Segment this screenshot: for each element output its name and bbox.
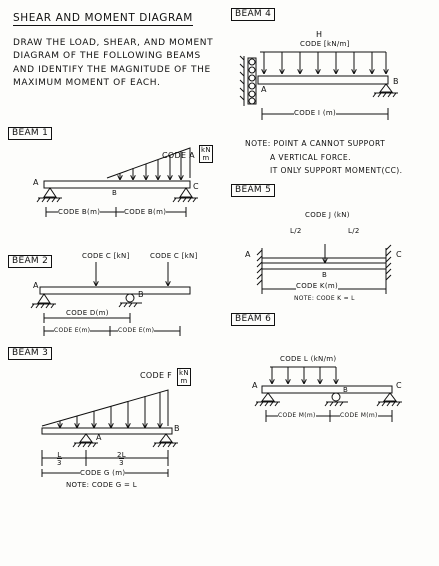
beam3-point-a: A bbox=[96, 433, 102, 442]
beam6-heading: BEAM 6 bbox=[231, 313, 275, 326]
beam4-note-line-3: IT ONLY SUPPORT MOMENT(CC). bbox=[270, 166, 403, 175]
beam4-heading: BEAM 4 bbox=[231, 8, 275, 21]
beam6-point-c: C bbox=[396, 381, 402, 390]
beam3-frac-1 bbox=[57, 451, 62, 467]
beam5-point-c: C bbox=[396, 250, 402, 259]
beam5-half-1: L/2 bbox=[290, 227, 302, 235]
beam1-point-a: A bbox=[33, 178, 39, 187]
beam6-dim-2: CODE M(m) bbox=[340, 412, 378, 419]
beam3-load-unit-bottom: m bbox=[180, 377, 188, 385]
beam6-load-label: CODE L (kN/m) bbox=[280, 355, 337, 363]
beam2-dim-2: CODE E(m) bbox=[118, 327, 155, 334]
beam1-heading: BEAM 1 bbox=[8, 127, 52, 140]
beam1-point-b: B bbox=[112, 189, 118, 197]
beam2-drawing bbox=[31, 262, 190, 336]
beam3-load-label: CODE F bbox=[140, 371, 173, 380]
beam1-dim-2: CODE B(m) bbox=[124, 208, 167, 216]
beam6-dim-1: CODE M(m) bbox=[278, 412, 316, 419]
beam5-point-b: B bbox=[322, 271, 328, 279]
beam3-point-b: B bbox=[174, 424, 180, 433]
beam3-note: NOTE: CODE G = L bbox=[66, 481, 137, 489]
beam1-load-unit-top: kN bbox=[201, 146, 211, 154]
beam4-note-line-1: NOTE: POINT A CANNOT SUPPORT bbox=[245, 139, 386, 148]
beam2-point-b: B bbox=[138, 290, 144, 299]
beam5-note: NOTE: CODE K = L bbox=[294, 295, 355, 302]
beam3-frac-1-den: 3 bbox=[57, 459, 62, 467]
beam3-frac-2 bbox=[117, 451, 126, 467]
beam4-point-a: A bbox=[261, 85, 267, 94]
beam3-frac-1-num: L bbox=[57, 451, 62, 459]
worksheet-title: SHEAR AND MOMENT DIAGRAM bbox=[13, 12, 193, 24]
beam2-dim-1: CODE E(m) bbox=[54, 327, 91, 334]
beam4-dim: CODE I (m) bbox=[294, 109, 337, 117]
beam1-load-unit bbox=[199, 145, 213, 163]
beam2-dim-top: CODE D(m) bbox=[66, 309, 109, 317]
beam4-note-line-2: A VERTICAL FORCE. bbox=[270, 153, 351, 162]
beam1-load-unit-bottom: m bbox=[202, 154, 210, 162]
beam5-dim: CODE K(m) bbox=[296, 282, 339, 290]
beam1-point-c: C bbox=[193, 182, 199, 191]
beam4-load-label: CODE [kN/m] bbox=[300, 40, 350, 48]
beam6-point-b: B bbox=[343, 386, 349, 394]
beam3-drawing bbox=[42, 390, 178, 477]
beam2-load-2: CODE C [kN] bbox=[150, 252, 198, 260]
beam3-heading: BEAM 3 bbox=[8, 347, 52, 360]
worksheet-instructions: DRAW THE LOAD, SHEAR, AND MOMENT DIAGRAM OF THE FOLLOWING BEAMS AND IDENTIFY THE MAGNITUDE OF THE MAXIMUM MOMENT OF EACH. bbox=[13, 38, 214, 89]
beam2-point-a: A bbox=[33, 281, 39, 290]
beam5-load-label: CODE J (kN) bbox=[305, 211, 350, 219]
beam3-frac-2-den: 3 bbox=[119, 459, 124, 467]
beam3-frac-2-num: 2L bbox=[117, 451, 126, 459]
beam2-heading: BEAM 2 bbox=[8, 255, 52, 268]
beam1-load-label: CODE A bbox=[162, 151, 195, 160]
beam1-dim-1: CODE B(m) bbox=[58, 208, 101, 216]
beam4-load-letter: H bbox=[316, 30, 323, 39]
beam4-point-b: B bbox=[393, 77, 399, 86]
beam2-load-1: CODE C [kN] bbox=[82, 252, 130, 260]
beam3-load-unit bbox=[177, 368, 191, 386]
beam5-heading: BEAM 5 bbox=[231, 184, 275, 197]
beam5-point-a: A bbox=[245, 250, 251, 259]
beam5-half-2: L/2 bbox=[348, 227, 360, 235]
beam3-load-unit-top: kN bbox=[179, 369, 189, 377]
beam6-point-a: A bbox=[252, 381, 258, 390]
beam3-dim: CODE G (m) bbox=[80, 469, 126, 477]
